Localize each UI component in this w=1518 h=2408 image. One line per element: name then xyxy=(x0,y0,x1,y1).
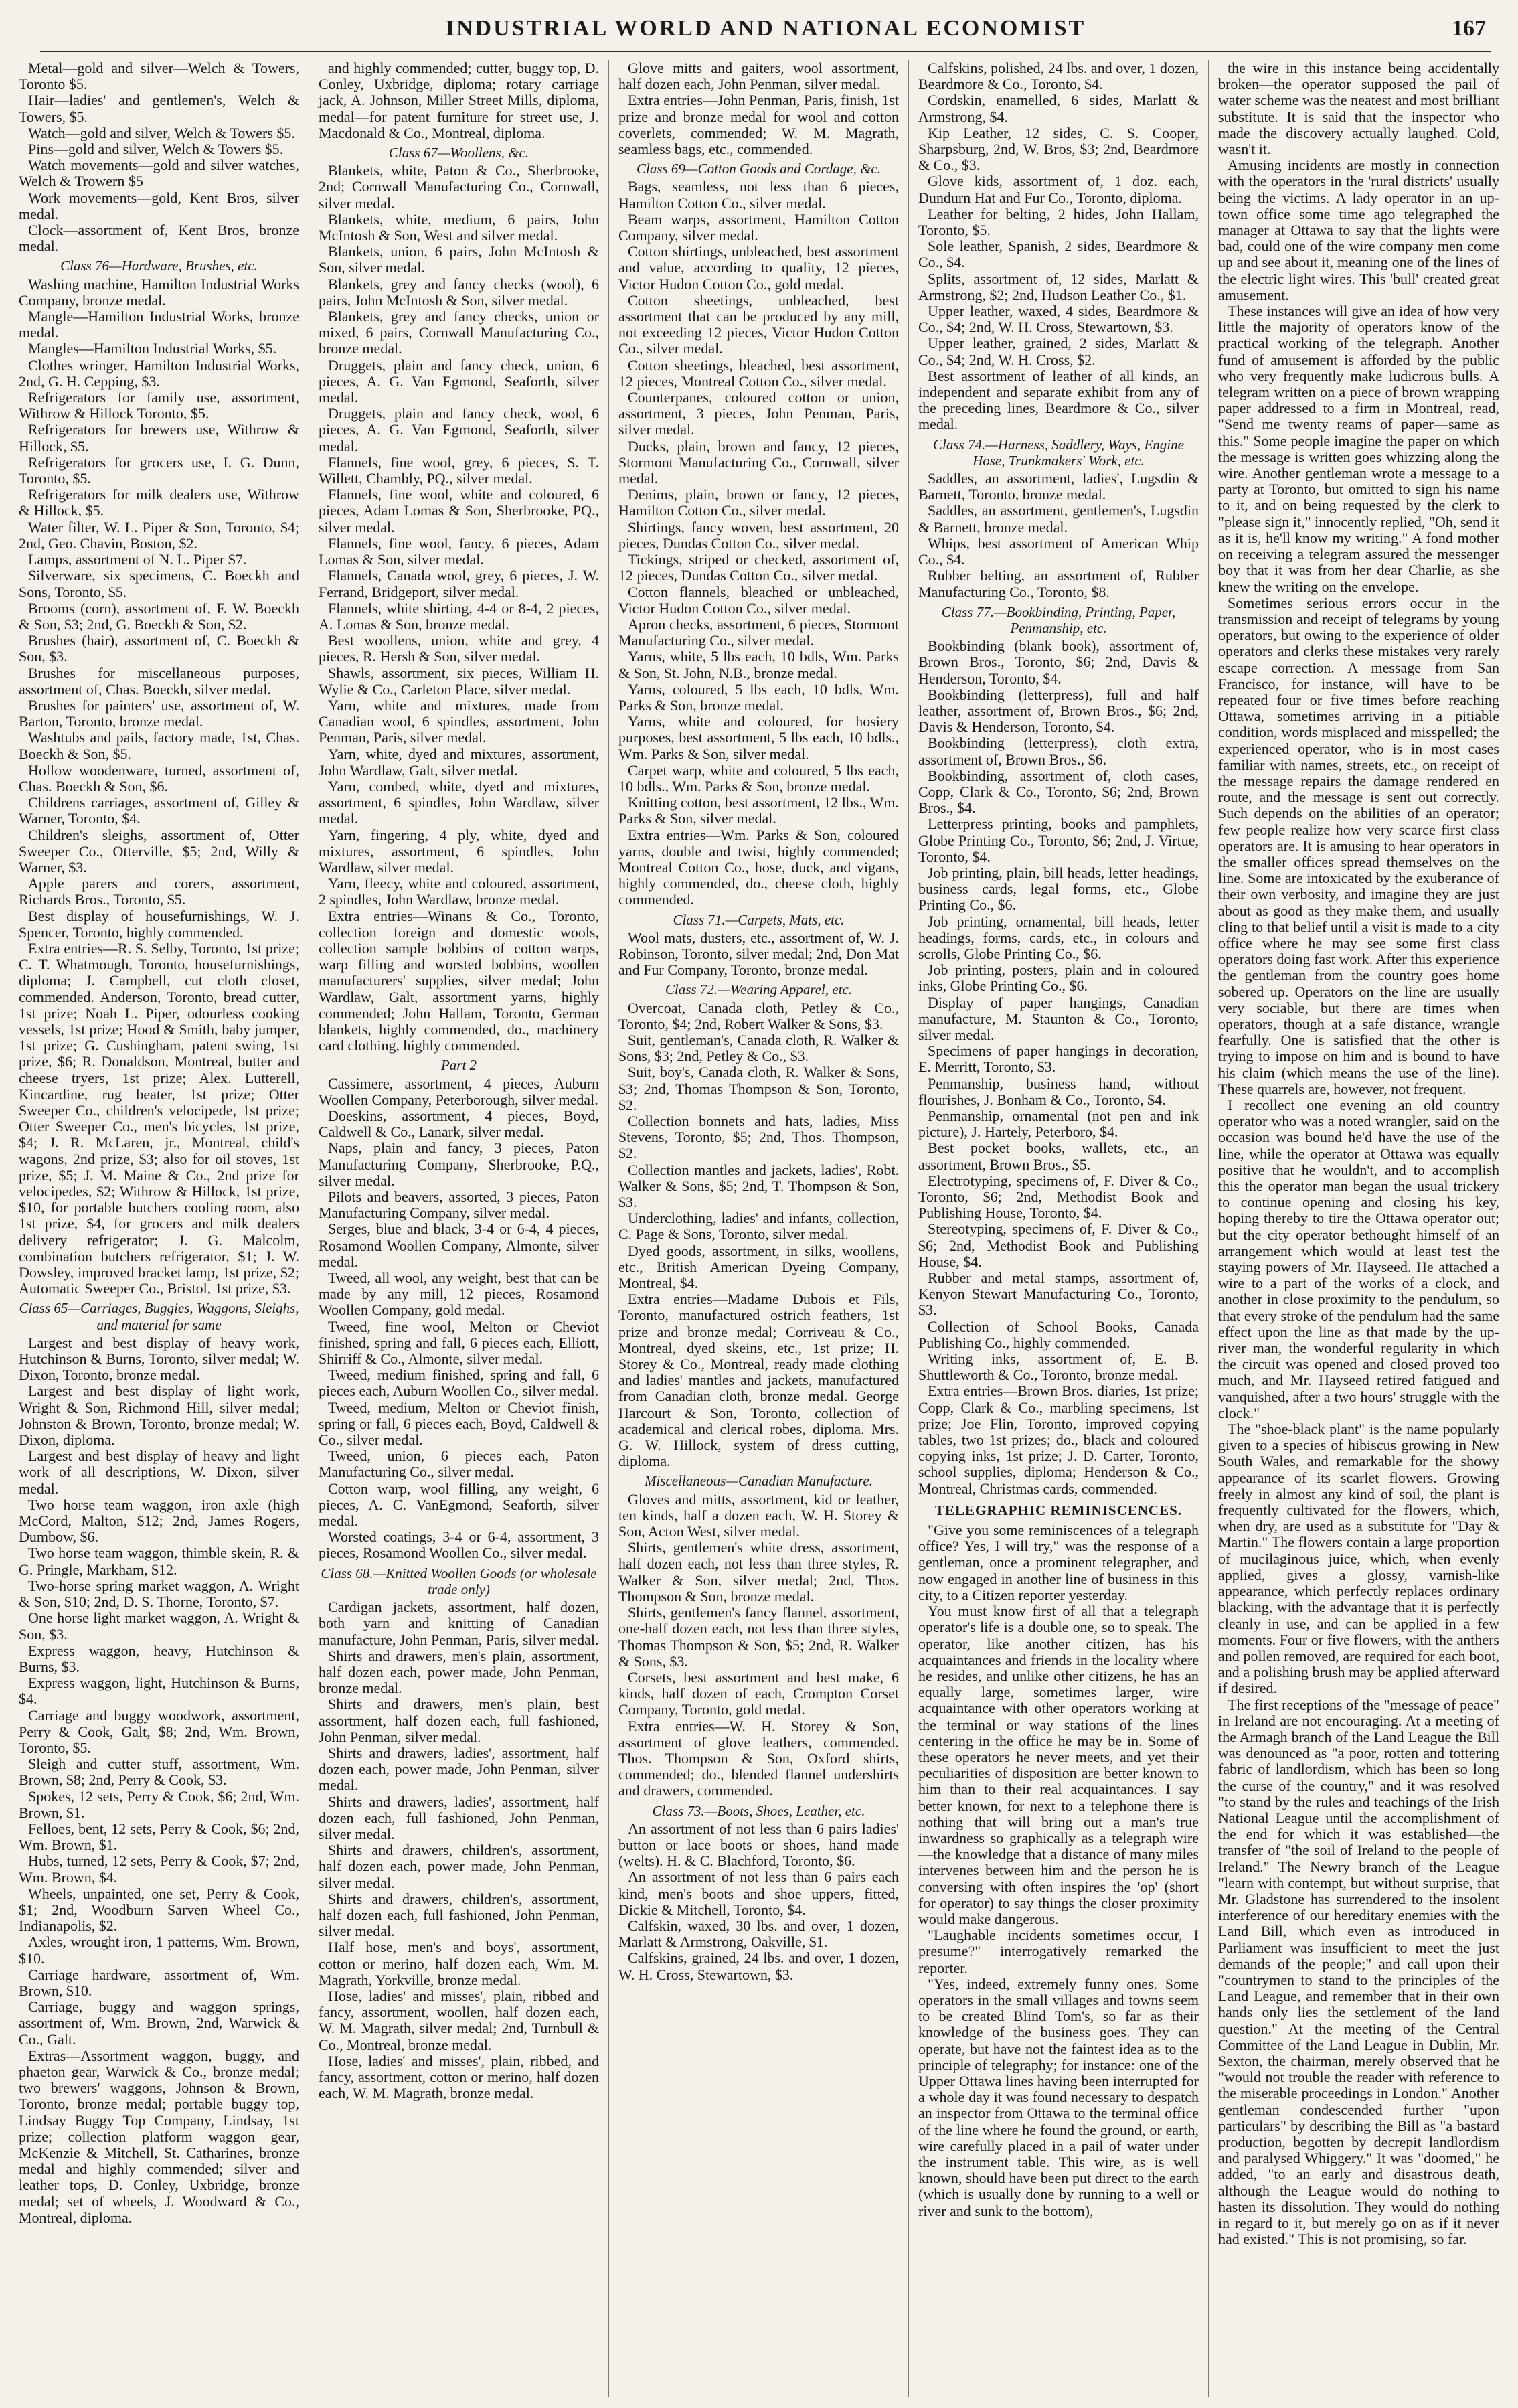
section-heading: Class 69—Cotton Goods and Cordage, &c. xyxy=(637,161,881,177)
paragraph: Wheels, unpainted, one set, Perry & Cook, $1; 2nd, Woodburn Sarven Wheel Co., Indianapolis, $2. xyxy=(19,1884,299,1935)
paragraph: Sole leather, Spanish, 2 sides, Beardmore & Co., $4. xyxy=(918,238,1199,271)
paragraph: Naps, plain and fancy, 3 pieces, Paton Manufacturing Company, Sherbrooke, P.Q., silver medal. xyxy=(319,1139,599,1189)
paragraph: Denims, plain, brown or fancy, 12 pieces, Hamilton Cotton Co., silver medal. xyxy=(618,486,899,519)
paragraph: Yarn, combed, white, dyed and mixtures, assortment, 6 spindles, John Wardlaw, silver medal. xyxy=(319,777,599,827)
paragraph: Shirts and drawers, ladies', assortment, half dozen each, full fashioned, John Penman, silver medal. xyxy=(319,1793,599,1842)
paragraph: Flannels, fine wool, white and coloured, 6 pieces, Adam Lomas & Son, Sherbrooke, PQ., silver medal. xyxy=(319,486,599,536)
paragraph: Mangles—Hamilton Industrial Works, $5. xyxy=(28,340,277,357)
paragraph: Children's sleighs, assortment of, Otter Sweeper Co., Otterville, $5; 2nd, Willy & Warner, $3. xyxy=(19,826,299,876)
paragraph: Saddles, an assortment, ladies', Lugsdin & Barnett, Toronto, bronze medal. xyxy=(918,470,1199,503)
paragraph: Express waggon, heavy, Hutchinson & Burns, $3. xyxy=(19,1641,299,1675)
paragraph: Shirts, gentlemen's fancy flannel, assortment, one-half dozen each, not less than three styles, Thomas Thompson & Son, $5; 2nd, R. Walker & Sons, $3. xyxy=(618,1604,899,1670)
paragraph: Extra entries—W. H. Storey & Son, assortment of glove leathers, commended. Thos. Thompson & Son, Oxford shirts, commended; do., blended flannel undershirts and drawers, commended. xyxy=(618,1717,899,1799)
paragraph: Refrigerators for brewers use, Withrow & Hillock, $5. xyxy=(19,421,299,455)
paragraph: Carriage and buggy woodwork, assortment, Perry & Cook, Galt, $8; 2nd, Wm. Brown, Toronto, $5. xyxy=(19,1706,299,1756)
paragraph: "Yes, indeed, extremely funny ones. Some operators in the small villages and towns seem to be created Blind Tom's, so far as their knowledge of the business goes. They can operate, but have not the faintest idea as to the principle of telegraphy; for instance: one of the Upper Ottawa lines having been interrupted for a whole day it was found necessary to despatch an inspector from Ottawa to the terminal office of the line where he found the ground, or earth, wire carefully placed in a pail of water under the instrument table. This wire, as is well known, should have been put direct to the earth (which is usually done by running to a well or river and sunk to the bottom), xyxy=(918,1975,1199,2219)
paragraph: Yarns, white, 5 lbs each, 10 bdls, Wm. Parks & Son, St. John, N.B., bronze medal. xyxy=(618,648,899,681)
paragraph: Bookbinding (letterpress), full and half leather, assortment of, Brown Bros., $6; 2nd, Davis & Henderson, Toronto, $4. xyxy=(918,686,1199,736)
paragraph: Extra entries—Madame Dubois et Fils, Toronto, manufactured ostrich feathers, 1st prize and bronze medal; Corriveau & Co., Montreal, dyed skeins, etc., 1st prize; H. Storey & Co., Montreal, ready made clothing and ladies' mantles and jackets, manufactured from Canadian cloth, bronze medal. George Harcourt & Son, Toronto, collection of academical and clerical robes, diploma. Mrs. G. W. Hillock, system of dress cutting, diploma. xyxy=(618,1291,899,1470)
paragraph: Serges, blue and black, 3-4 or 6-4, 4 pieces, Rosamond Woollen Company, Almonte, silver medal. xyxy=(319,1220,599,1270)
paragraph: Brushes for miscellaneous purposes, assortment of, Chas. Boeckh, silver medal. xyxy=(19,664,299,698)
paragraph: Underclothing, ladies' and infants, collection, C. Page & Sons, Toronto, silver medal. xyxy=(618,1210,899,1243)
paragraph: Calfskins, grained, 24 lbs. and over, 1 dozen, W. H. Cross, Stewartown, $3. xyxy=(618,1949,899,1983)
article-title: TELEGRAPHIC REMINISCENCES. xyxy=(934,1502,1183,1518)
paragraph: Largest and best display of light work, Wright & Son, Richmond Hill, silver medal; Johnston & Brown, Toronto, bronze medal; W. Dixon, diploma. xyxy=(19,1382,299,1449)
paragraph: Watch movements—gold and silver watches, Welch & Trowern $5 xyxy=(19,157,299,190)
paragraph: The "shoe-black plant" is the name popularly given to a species of hibiscus growing in New South Wales, and remarkable for the showy appearance of its scarlet flowers. Growing freely in almost any kind of soil, the plant is frequently cultivated for the flowers, which, when dry, are used as a substitute for "Day & Martin." The flowers contain a large proportion of mucilaginous juice, which, when evenly applied, gives a glossy, varnish-like appearance, which perfectly replaces ordinary blacking, with the advantage that it is perfectly cleanly in use, and can be applied in a few moments. Four or five flowers, with the anthers and pollen removed, are required for each boot, and a polishing brush may be applied afterward if desired. xyxy=(1218,1421,1499,1697)
paragraph: Collection of School Books, Canada Publishing Co., highly commended. xyxy=(918,1317,1199,1351)
section-heading: Class 67—Woollens, &c. xyxy=(388,145,529,161)
paragraph: Clock—assortment of, Kent Bros, bronze medal. xyxy=(19,222,299,255)
paragraph: Work movements—gold, Kent Bros, silver medal. xyxy=(19,189,299,222)
paragraph: Rubber belting, an assortment of, Rubber Manufacturing Co., Toronto, $8. xyxy=(918,567,1199,600)
paragraph: Shirts and drawers, children's, assortment, half dozen each, power made, John Penman, silver medal. xyxy=(319,1842,599,1891)
paragraph: Best woollens, union, white and grey, 4 pieces, R. Hersh & Son, silver medal. xyxy=(319,632,599,665)
paragraph: Spokes, 12 sets, Perry & Cook, $6; 2nd, Wm. Brown, $1. xyxy=(19,1787,299,1821)
paragraph: Apple parers and corers, assortment, Richards Bros., Toronto, $5. xyxy=(19,875,299,908)
paragraph: Yarn, white, dyed and mixtures, assortment, John Wardlaw, Galt, silver medal. xyxy=(319,745,599,779)
paragraph: Extra entries—R. S. Selby, Toronto, 1st prize; C. T. Whatmough, Toronto, housefurnishings, diploma; J. Campbell, cut cloth closet, commended. Anderson, Toronto, bread cutter, 1st prize; Noah L. Piper, odourless cooking vessels, 1st prize; Hood & Smith, baby jumper, 1st prize; G. Cushingham, patent swing, 1st prize, $6; R. Donaldson, Montreal, butter and cheese tryers, 1st prize; Alex. Lutterell, Kincardine, rug beater, 1st prize; Otter Sweeper Co., children's velocipede, 1st prize; Otter Sweeper Co., men's bicycles, 1st prize, $4; J. R. McLaren, jr., Montreal, child's wagons, 2nd prize, $3; also for oil stoves, 1st prize, $5; J. M. Maine & Co., 2nd prize for velocipedes, $2; Withrow & Hillock, 1st prize, $10, for portable butchers cooling room, also 1st prize, $4, for grocers and milk dealers delivery refrigerator; J. G. Malcolm, combination butchers refrigerator, $1; J. W. Dowsley, improved bracket lamp, 1st prize, $2; Automatic Sweeper Co., Bristol, 1st prize, $3. xyxy=(19,939,299,1297)
paragraph: Flannels, Canada wool, grey, 6 pieces, J. W. Ferrand, Bridgeport, silver medal. xyxy=(319,567,599,600)
section-heading: Class 76—Hardware, Brushes, etc. xyxy=(60,258,258,274)
column-2 xyxy=(309,60,609,2397)
paragraph: Tweed, medium finished, spring and fall, 6 pieces each, Auburn Woollen Co., silver medal. xyxy=(319,1366,599,1400)
paragraph: Wool mats, dusters, etc., assortment of, W. J. Robinson, Toronto, silver medal; 2nd, Don Mat and Fur Company, Toronto, bronze medal. xyxy=(618,929,899,979)
page-number: 167 xyxy=(1452,16,1486,41)
paragraph: Two horse team waggon, iron axle (high McCord, Malton, $12; 2nd, James Rogers, Dumbow, $6. xyxy=(19,1496,299,1546)
paragraph: Glove kids, assortment of, 1 doz. each, Dundurn Hat and Fur Co., Toronto, diploma. xyxy=(918,173,1199,206)
paragraph: Blankets, union, 6 pairs, John McIntosh & Son, silver medal. xyxy=(319,243,599,276)
paragraph: Doeskins, assortment, 4 pieces, Boyd, Caldwell & Co., Lanark, silver medal. xyxy=(319,1107,599,1141)
paragraph: Largest and best display of heavy and light work of all descriptions, W. Dixon, silver medal. xyxy=(19,1447,299,1497)
paragraph: Gloves and mitts, assortment, kid or leather, ten kinds, half a dozen each, W. H. Storey & Son, Acton West, silver medal. xyxy=(618,1490,899,1540)
paragraph: Flannels, fine wool, fancy, 6 pieces, Adam Lomas & Son, silver medal. xyxy=(319,534,599,568)
paragraph: Extra entries—John Penman, Paris, finish, 1st prize and bronze medal for wool and cotton coverlets, commended; W. M. Magrath, seamless bags, etc., commended. xyxy=(618,92,899,158)
paragraph: Cotton sheetings, unbleached, best assortment that can be produced by any mill, not exceeding 12 pieces, Victor Hudon Cotton Co., silver medal. xyxy=(618,291,899,357)
paragraph: The first receptions of the "message of peace" in Ireland are not encouraging. At a meeting of the Armagh branch of the Land League the Bill was denounced as "a poor, rotten and tottering fabric of landlordism, which has been so long the curse of the country," and it was resolved "to stand by the rules and teachings of the Irish National League until the accomplishment of the end for which it was established—the transfer of "the soil of Ireland to the people of Ireland." The Newry branch of the League "learn with contempt, but without surprise, that Mr. Gladstone has surrendered to the insolent interference of our hereditary enemies with the Land Bill, which even as introduced in Parliament was insufficient to meet the just demands of the people;" and call upon their "countrymen to stand to the principles of the Land League, and remember that in their own hands only lies the settlement of the land question." At the meeting of the Central Committee of the Land League in Dublin, Mr. Sexton, the chairman, merely observed that he "would not trouble the reader with reference to the miserable proceedings in London." Another gentleman condescended further "upon particulars" by describing the Bill as "a bastard production, begotten by decrepit landlordism and paralysed Whiggery." It was "doomed," he added, "to an early and disastrous death, although the League would do nothing to hasten its dissolution. They would do nothing in regard to it, but merely go on as if it never had existed." This is not promising, so far. xyxy=(1218,1696,1499,2248)
paragraph: Blankets, grey and fancy checks (wool), 6 pairs, John McIntosh & Son, silver medal. xyxy=(319,275,599,309)
paragraph: Cassimere, assortment, 4 pieces, Auburn Woollen Company, Peterborough, silver medal. xyxy=(319,1074,599,1108)
paragraph: Shirts and drawers, children's, assortment, half dozen each, full fashioned, John Penman, silver medal. xyxy=(319,1890,599,1940)
paragraph: Cotton warp, wool filling, any weight, 6 pieces, A. C. VanEgmond, Seaforth, silver medal. xyxy=(319,1479,599,1530)
paragraph: Leather for belting, 2 hides, John Hallam, Toronto, $5. xyxy=(918,205,1199,239)
paragraph: Washing machine, Hamilton Industrial Works Company, bronze medal. xyxy=(19,275,299,309)
column-4 xyxy=(909,60,1209,2397)
paragraph: Yarns, white and coloured, for hosiery purposes, best assortment, 5 lbs each, 10 bdls., Wm. Parks & Son, silver medal. xyxy=(618,713,899,762)
paragraph: Cotton shirtings, unbleached, best assortment and value, according to quality, 12 pieces, Victor Hudon Cotton Co., gold medal. xyxy=(618,243,899,293)
paragraph: Shirtings, fancy woven, best assortment, 20 pieces, Dundas Cotton Co., silver medal. xyxy=(618,518,899,552)
section-heading: Class 77.—Bookbinding, Printing, Paper, Penmanship, etc. xyxy=(941,603,1176,636)
paragraph: Splits, assortment of, 12 sides, Marlatt & Armstrong, $2; 2nd, Hudson Leather Co., $1. xyxy=(918,270,1199,303)
paragraph: Tweed, fine wool, Melton or Cheviot finished, spring and fall, 6 pieces each, Elliott, Shirriff & Co., Almonte, silver medal. xyxy=(319,1317,599,1368)
paragraph: I recollect one evening an old country operator who was a noted wrangler, said on the occasion was bound he'd have the use of the line, while the operator at Ottawa was equally positive that he wouldn't, and to accomplish this the operator man began the usual trickery to continue opening and closing his key, hoping thereby to tire the Ottawa operator out; but the city operator bethought himself of an arrangement which would at least test the staying powers of Mr. Hayseed. He attached a wire to a part of the works of a clock, and another in close proximity to the pendulum, so that every stroke of the pendulum had the same effect upon the line as that made by the up-river man, the wonderful regularity in which the circuit was opened and closed proved too much, and Mr. Hayseed retired fatigued and vanquished, after a two hours' struggle with the clock." xyxy=(1218,1097,1499,1421)
paragraph: Rubber and metal stamps, assortment of, Kenyon Stewart Manufacturing Co., Toronto, $3. xyxy=(918,1269,1199,1319)
paragraph: Lamps, assortment of N. L. Piper $7. xyxy=(28,551,247,568)
paragraph: Shirts and drawers, ladies', assortment, half dozen each, power made, John Penman, silver medal. xyxy=(319,1744,599,1794)
paragraph: Whips, best assortment of American Whip Co., $4. xyxy=(918,534,1199,568)
paragraph: Watch—gold and silver, Welch & Towers $5. xyxy=(28,124,295,141)
paragraph: Shirts and drawers, men's plain, assortment, half dozen each, power made, John Penman, bronze medal. xyxy=(319,1647,599,1697)
paragraph: Hair—ladies' and gentlemen's, Welch & Towers, $5. xyxy=(19,92,299,125)
paragraph: Hose, ladies' and misses', plain, ribbed, and fancy, assortment, cotton or merino, half dozen each, W. M. Magrath, bronze medal. xyxy=(319,2052,599,2102)
paragraph: Refrigerators for milk dealers use, Withrow & Hillock, $5. xyxy=(19,486,299,519)
paragraph: Extra entries—Brown Bros. diaries, 1st prize; Copp, Clark & Co., marbling specimens, 1st prize; Joe Flin, Toronto, improved copying tables, two 1st prizes; do., black and coloured copying inks, 1st prize; J. D. Carter, Toronto, school supplies, diploma; Henderson & Co., Montreal, Christmas cards, commended. xyxy=(918,1382,1199,1497)
paragraph: Metal—gold and silver—Welch & Towers, Toronto $5. xyxy=(19,60,299,93)
paragraph: Tweed, medium, Melton or Cheviot finish, spring or fall, 6 pieces each, Boyd, Caldwell & Co., silver medal. xyxy=(319,1398,599,1449)
paragraph: Bookbinding (blank book), assortment of, Brown Bros., Toronto, $6; 2nd, Davis & Henderson, Toronto, $4. xyxy=(918,637,1199,687)
paragraph: Calfskins, polished, 24 lbs. and over, 1 dozen, Beardmore & Co., Toronto, $4. xyxy=(918,60,1199,93)
paragraph: Display of paper hangings, Canadian manufacture, M. Staunton & Co., Toronto, silver medal. xyxy=(918,993,1199,1043)
paragraph: Best display of housefurnishings, W. J. Spencer, Toronto, highly commended. xyxy=(19,907,299,941)
paragraph: You must know first of all that a telegraph operator's life is a double one, so to speak. The operator, like another citizen, has his acquaintances and friends in the locality where he resides, and unlike other citizens, he has an equally large, sometimes larger, wire acquaintance with other operators working at the terminal or way stations of the lines centering in the office he may be in. Some of these operators he never meets, and yet their peculiarities of disposition are better known to him than to their real acquaintances. I say better known, for next to a telephone there is nothing that will bring out a man's true inwardness so graphically as a telegraph wire—the knowledge that a distance of many miles intervenes between him and the person he is conversing with often inspires the 'op' (short for operator) to say things the closer proximity would make dangerous. xyxy=(918,1603,1199,1927)
section-heading: Class 68.—Knitted Woollen Goods (or wholesale trade only) xyxy=(321,1564,597,1597)
paragraph: Carriage hardware, assortment of, Wm. Brown, $10. xyxy=(19,1965,299,1999)
paragraph: Ducks, plain, brown and fancy, 12 pieces, Stormont Manufacturing Co., Cornwall, silver medal. xyxy=(618,437,899,487)
paragraph: Letterpress printing, books and pamphlets, Globe Printing Co., Toronto, $6; 2nd, J. Virtue, Toronto, $4. xyxy=(918,815,1199,865)
paragraph: "Give you some reminiscences of a telegraph office? Yes, I will try," was the response of a gentleman, once a prominent telegrapher, and now engaged in another line of business in this city, to a Citizen reporter yesterday. xyxy=(918,1522,1199,1603)
paragraph: Extra entries—Wm. Parks & Son, coloured yarns, double and twist, highly commended; Montreal Cotton Co., hose, duck, and vigans, highly commended, do., cheese cloth, highly commended. xyxy=(618,826,899,908)
masthead-title: INDUSTRIAL WORLD AND NATIONAL ECONOMIST xyxy=(445,16,1086,41)
paragraph: Upper leather, grained, 2 sides, Marlatt & Co., $4; 2nd, W. H. Cross, $2. xyxy=(918,335,1199,368)
paragraph: Knitting cotton, best assortment, 12 lbs., Wm. Parks & Son, silver medal. xyxy=(618,794,899,827)
paragraph: These instances will give an idea of how very little the majority of operators know of the practical working of the telegraph. Another fund of amusement is afforded by the public who very frequently make ludicrous bulls. A telegram written on a piece of brown wrapping paper addressed to a firm in Montreal, read, "Send me twenty reams of paper—same as this." Some people imagine the paper on which the message is written goes whizzing along the wire. Another gentleman wrote a message to a party at Toronto, but omitted to sign his name to it, and on being requested by the clerk to "please sign it," innocently replied, "Oh, send it as it is, he'll know my writing." A fond mother on receiving a telegram assured the messenger boy that it was from her dear Charlie, as she knew the writing on the envelope. xyxy=(1218,303,1499,595)
paragraph: Apron checks, assortment, 6 pieces, Stormont Manufacturing Co., silver medal. xyxy=(618,615,899,649)
column-3 xyxy=(609,60,909,2397)
paragraph: Tickings, striped or checked, assortment of, 12 pieces, Dundas Cotton Co., silver medal. xyxy=(618,551,899,584)
paragraph: Pilots and beavers, assorted, 3 pieces, Paton Manufacturing Company, silver medal. xyxy=(319,1188,599,1222)
paragraph: Largest and best display of heavy work, Hutchinson & Burns, Toronto, silver medal; W. Dixon, Toronto, bronze medal. xyxy=(19,1334,299,1384)
paragraph: Brushes for painters' use, assortment of, W. Barton, Toronto, bronze medal. xyxy=(19,696,299,730)
paragraph: Hubs, turned, 12 sets, Perry & Cook, $7; 2nd, Wm. Brown, $4. xyxy=(19,1852,299,1886)
paragraph: Hollow woodenware, turned, assortment of, Chas. Boeckh & Son, $6. xyxy=(19,761,299,795)
paragraph: Extra entries—Winans & Co., Toronto, collection foreign and domestic wools, collection sample bobbins of cotton warps, warp filling and worsted bobbins, woollen manufacturers' supplies, silver medal; John Wardlaw, Galt, assortment yarns, highly commended; John Hallam, Toronto, German blankets, highly commended, do., machinery card clothing, highly commended. xyxy=(319,907,599,1054)
page-header xyxy=(40,9,1491,52)
paragraph: Cardigan jackets, assortment, half dozen, both yarn and knitting of Canadian manufacture, John Penman, Paris, silver medal. xyxy=(319,1599,599,1648)
paragraph: Felloes, bent, 12 sets, Perry & Cook, $6; 2nd, Wm. Brown, $1. xyxy=(19,1820,299,1854)
column-1 xyxy=(9,60,309,2397)
paragraph: "Laughable incidents sometimes occur, I presume?" interrogatively remarked the reporter. xyxy=(918,1927,1199,1976)
section-heading: Class 71.—Carpets, Mats, etc. xyxy=(673,911,845,928)
paragraph: An assortment of not less than 6 pairs each kind, men's boots and shoe uppers, fitted, Dickie & Mitchell, Toronto, $4. xyxy=(618,1868,899,1918)
paragraph: Corsets, best assortment and best make, 6 kinds, half dozen of each, Crompton Corset Company, Toronto, gold medal. xyxy=(618,1668,899,1718)
section-heading: Class 74.—Harness, Saddlery, Ways, Engine Hose, Trunkmakers' Work, etc. xyxy=(933,436,1184,469)
paragraph: Yarns, coloured, 5 lbs each, 10 bdls, Wm. Parks & Son, bronze medal. xyxy=(618,680,899,714)
paragraph: Shirts, gentlemen's white dress, assortment, half dozen each, not less than three styles, R. Walker & Son, silver medal; 2nd, Thos. Thompson & Son, bronze medal. xyxy=(618,1539,899,1605)
paragraph: Kip Leather, 12 sides, C. S. Cooper, Sharpsburg, 2nd, W. Bros, $3; 2nd, Beardmore & Co., $3. xyxy=(918,124,1199,174)
paragraph: Druggets, plain and fancy check, union, 6 pieces, A. G. Van Egmond, Seaforth, silver medal. xyxy=(319,356,599,406)
paragraph: Two horse team waggon, thimble skein, R. & G. Pringle, Markham, $12. xyxy=(19,1544,299,1578)
paragraph: Stereotyping, specimens of, F. Diver & Co., $6; 2nd, Methodist Book and Publishing House, $4. xyxy=(918,1220,1199,1270)
paragraph: Penmanship, business hand, without flourishes, J. Bonham & Co., Toronto, $4. xyxy=(918,1074,1199,1108)
paragraph: Penmanship, ornamental (not pen and ink picture), J. Hartely, Peterboro, $4. xyxy=(918,1107,1199,1141)
paragraph: and highly commended; cutter, buggy top, D. Conley, Uxbridge, diploma; rotary carriage jack, A. Johnson, Miller Street Mills, diploma, medal—for patent furniture for street use, J. Macdonald & Co., Montreal, diploma. xyxy=(319,60,599,141)
paragraph: Specimens of paper hangings in decoration, E. Merritt, Toronto, $3. xyxy=(918,1042,1199,1076)
paragraph: Brushes (hair), assortment of, C. Boeckh & Son, $3. xyxy=(19,632,299,665)
paragraph: Hose, ladies' and misses', plain, ribbed and fancy, assortment, woollen, half dozen each, W. M. Magrath, silver medal; 2nd, Turnbull & Co., Montreal, bronze medal. xyxy=(319,1987,599,2053)
paragraph: Flannels, white shirting, 4-4 or 8-4, 2 pieces, A. Lomas & Son, bronze medal. xyxy=(319,599,599,633)
paragraph: Bags, seamless, not less than 6 pieces, Hamilton Cotton Co., silver medal. xyxy=(618,178,899,212)
paragraph: Collection mantles and jackets, ladies', Robt. Walker & Sons, $5; 2nd, T. Thompson & Son, $3. xyxy=(618,1161,899,1211)
paragraph: Bookbinding, assortment of, cloth cases, Copp, Clark & Co., Toronto, $6; 2nd, Brown Bros., $4. xyxy=(918,767,1199,817)
paragraph: Extras—Assortment waggon, buggy, and phaeton gear, Warwick & Co., bronze medal; two brewers' waggons, Johnson & Brown, Toronto, bronze medal; portable buggy top, Lindsay Buggy Top Company, Lindsay, 1st prize; collection platform waggon gear, McKenzie & Mitchell, St. Catharines, bronze medal and highly commended; silver and leather tops, D. Conley, Uxbridge, bronze medal; set of wheels, J. Woodward & Co., Montreal, diploma. xyxy=(19,2046,299,2226)
paragraph: Job printing, plain, bill heads, letter headings, business cards, legal forms, etc., Globe Printing Co., $6. xyxy=(918,864,1199,914)
paragraph: Worsted coatings, 3-4 or 6-4, assortment, 3 pieces, Rosamond Woollen Co., silver medal. xyxy=(319,1528,599,1562)
paragraph: Water filter, W. L. Piper & Son, Toronto, $4; 2nd, Geo. Chavin, Boston, $2. xyxy=(19,518,299,552)
paragraph: Writing inks, assortment of, E. B. Shuttleworth & Co., Toronto, bronze medal. xyxy=(918,1350,1199,1384)
paragraph: Suit, boy's, Canada cloth, R. Walker & Sons, $3; 2nd, Thomas Thompson & Son, Toronto, $2. xyxy=(618,1064,899,1113)
paragraph: Blankets, grey and fancy checks, union or mixed, 6 pairs, Cornwall Manufacturing Co., bronze medal. xyxy=(319,308,599,357)
paragraph: Tweed, union, 6 pieces each, Paton Manufacturing Co., silver medal. xyxy=(319,1447,599,1481)
paragraph: Carpet warp, white and coloured, 5 lbs each, 10 bdls., Wm. Parks & Son, bronze medal. xyxy=(618,761,899,795)
paragraph: Dyed goods, assortment, in silks, woollens, etc., British American Dyeing Company, Montreal, $4. xyxy=(618,1242,899,1292)
paragraph: Shawls, assortment, six pieces, William H. Wylie & Co., Carleton Place, silver medal. xyxy=(319,664,599,698)
paragraph: Overcoat, Canada cloth, Petley & Co., Toronto, $4; 2nd, Robert Walker & Sons, $3. xyxy=(618,999,899,1032)
paragraph: Silverware, six specimens, C. Boeckh and Sons, Toronto, $5. xyxy=(19,567,299,600)
paragraph: Sometimes serious errors occur in the transmission and receipt of telegrams by young operators, but owing to the experience of older operators and clerks these mistakes very rarely escape correction. A message from San Francisco, for instance, will have to be repeated four or five times before reaching Ottawa, sometimes arriving in a pitiable condition, words misplaced and misspelled; the experienced operator, who is in most cases familiar with names, streets, etc., on receipt of the message repairs the damage rendered en route, and the message is sent out correctly. Such depends on the abilities of an operator; few people realize how very scarce first class operators are. It is amusing to hear operators in the smaller offices spread themselves on the line. Some are intoxicated by the exuberance of their own verbosity, and imagine they are just about as good as they make them, and usually cling to that belief until a visit is made to a city office where he may see some first class operators doing fast work. After this experience the gentleman from the country goes home sobered up. Operators on the line are usually very sociable, but there are times when operators, though at a safe distance, wrangle fearfully. One is satisfied that the other is trying to impose on him and is bound to have his claim (which means the use of the line). These quarrels are, however, not frequent. xyxy=(1218,594,1499,1097)
paragraph: Half hose, men's and boys', assortment, cotton or merino, half dozen each, Wm. M. Magrath, Yorkville, bronze medal. xyxy=(319,1939,599,1988)
paragraph: Tweed, all wool, any weight, best that can be made by any mill, 12 pieces, Rosamond Woollen Company, gold medal. xyxy=(319,1269,599,1319)
paragraph: Blankets, white, medium, 6 pairs, John McIntosh & Son, West and silver medal. xyxy=(319,210,599,244)
paragraph: Beam warps, assortment, Hamilton Cotton Company, silver medal. xyxy=(618,210,899,244)
paragraph: Electrotyping, specimens of, F. Diver & Co., Toronto, $6; 2nd, Methodist Book and Publishing House, Toronto, $4. xyxy=(918,1172,1199,1222)
section-heading: Class 65—Carriages, Buggies, Waggons, Sleighs, and material for same xyxy=(19,1300,299,1333)
paragraph: Druggets, plain and fancy check, wool, 6 pieces, A. G. Van Egmond, Seaforth, silver medal. xyxy=(319,405,599,455)
paragraph: Cotton sheetings, bleached, best assortment, 12 pieces, Montreal Cotton Co., silver medal. xyxy=(618,356,899,390)
paragraph: Yarn, fingering, 4 ply, white, dyed and mixtures, assortment, 6 spindles, John Wardlaw, silver medal. xyxy=(319,826,599,876)
paragraph: Yarn, white and mixtures, made from Canadian wool, 6 spindles, assortment, John Penman, Paris, silver medal. xyxy=(319,696,599,746)
paragraph: Yarn, fleecy, white and coloured, assortment, 2 spindles, John Wardlaw, bronze medal. xyxy=(319,875,599,908)
paragraph: Sleigh and cutter stuff, assortment, Wm. Brown, $8; 2nd, Perry & Cook, $3. xyxy=(19,1755,299,1789)
paragraph: Axles, wrought iron, 1 patterns, Wm. Brown, $10. xyxy=(19,1933,299,1967)
paragraph: Best pocket books, wallets, etc., an assortment, Brown Bros., $5. xyxy=(918,1139,1199,1173)
paragraph: Blankets, white, Paton & Co., Sherbrooke, 2nd; Cornwall Manufacturing Co., Cornwall, silver medal. xyxy=(319,162,599,212)
section-heading: Class 73.—Boots, Shoes, Leather, etc. xyxy=(652,1802,865,1819)
paragraph: Pins—gold and silver, Welch & Towers $5. xyxy=(28,141,284,158)
paragraph: Collection bonnets and hats, ladies, Miss Stevens, Toronto, $5; 2nd, Thos. Thompson, $2. xyxy=(618,1113,899,1162)
paragraph: Mangle—Hamilton Industrial Works, bronze medal. xyxy=(19,308,299,341)
paragraph: Job printing, posters, plain and in coloured inks, Globe Printing Co., $6. xyxy=(918,961,1199,995)
section-heading: Part 2 xyxy=(440,1057,477,1074)
paragraph: Two-horse spring market waggon, A. Wright & Son, $10; 2nd, D. S. Thorne, Toronto, $7. xyxy=(19,1577,299,1611)
paragraph: Shirts and drawers, men's plain, best assortment, half dozen each, full fashioned, John Penman, silver medal. xyxy=(319,1696,599,1745)
paragraph: One horse light market waggon, A. Wright & Son, $3. xyxy=(19,1609,299,1643)
paragraph: Refrigerators for grocers use, I. G. Dunn, Toronto, $5. xyxy=(19,453,299,487)
paragraph: Amusing incidents are mostly in connection with the operators in the 'rural districts' usually being the victims. A lady operator in an up-town office some time ago telegraphed the manager at Ottawa to say that the lights were bad, could one of the wire company men come up and see about it, meaning one of the lines of the electric light wires. This 'bull' created great amusement. xyxy=(1218,157,1499,303)
paragraph: Cotton flannels, bleached or unbleached, Victor Hudon Cotton Co., silver medal. xyxy=(618,583,899,617)
section-heading: Miscellaneous—Canadian Manufacture. xyxy=(644,1473,873,1490)
section-heading: Class 72.—Wearing Apparel, etc. xyxy=(665,981,853,998)
paragraph: Brooms (corn), assortment of, F. W. Boeckh & Son, $3; 2nd, G. Boeckh & Son, $2. xyxy=(19,599,299,633)
paragraph: the wire in this instance being accidentally broken—the operator supposed the pail of water scheme was the neatest and most brilliant substitute. It is said that the inspector who made the discovery actually laughed. Cold, wasn't it. xyxy=(1218,60,1499,158)
paragraph: Saddles, an assortment, gentlemen's, Lugsdin & Barnett, bronze medal. xyxy=(918,502,1199,536)
paragraph: Washtubs and pails, factory made, 1st, Chas. Boeckh & Son, $5. xyxy=(19,729,299,762)
column-5 xyxy=(1209,60,1509,2397)
paragraph: Bookbinding (letterpress), cloth extra, assortment of, Brown Bros., $6. xyxy=(918,734,1199,768)
paragraph: Job printing, ornamental, bill heads, letter headings, forms, cards, etc., in colours and scrolls, Globe Printing Co., $6. xyxy=(918,912,1199,962)
columns-container xyxy=(9,60,1509,2397)
paragraph: Glove mitts and gaiters, wool assortment, half dozen each, John Penman, silver medal. xyxy=(618,60,899,93)
paragraph: Upper leather, waxed, 4 sides, Beardmore & Co., $4; 2nd, W. H. Cross, Stewartown, $3. xyxy=(918,303,1199,336)
paragraph: Childrens carriages, assortment of, Gilley & Warner, Toronto, $4. xyxy=(19,794,299,827)
paragraph: An assortment of not less than 6 pairs ladies' button or lace boots or shoes, hand made (welts). H. & C. Blachford, Toronto, $6. xyxy=(618,1820,899,1870)
paragraph: Suit, gentleman's, Canada cloth, R. Walker & Sons, $3; 2nd, Petley & Co., $3. xyxy=(618,1031,899,1065)
paragraph: Calfskin, waxed, 30 lbs. and over, 1 dozen, Marlatt & Armstrong, Oakville, $1. xyxy=(618,1917,899,1951)
paragraph: Cordskin, enamelled, 6 sides, Marlatt & Armstrong, $4. xyxy=(918,92,1199,125)
paragraph: Flannels, fine wool, grey, 6 pieces, S. T. Willett, Chambly, PQ., silver medal. xyxy=(319,453,599,487)
paragraph: Refrigerators for family use, assortment, Withrow & Hillock Toronto, $5. xyxy=(19,389,299,422)
paragraph: Carriage, buggy and waggon springs, assortment of, Wm. Brown, 2nd, Warwick & Co., Galt. xyxy=(19,1998,299,2048)
paragraph: Clothes wringer, Hamilton Industrial Works, 2nd, G. H. Cepping, $3. xyxy=(19,356,299,390)
paragraph: Counterpanes, coloured cotton or union, assortment, 3 pieces, John Penman, Paris, silver medal. xyxy=(618,389,899,438)
paragraph: Best assortment of leather of all kinds, an independent and separate exhibit from any of the preceding lines, Beardmore & Co., silver medal. xyxy=(918,367,1199,433)
paragraph: Express waggon, light, Hutchinson & Burns, $4. xyxy=(19,1674,299,1708)
